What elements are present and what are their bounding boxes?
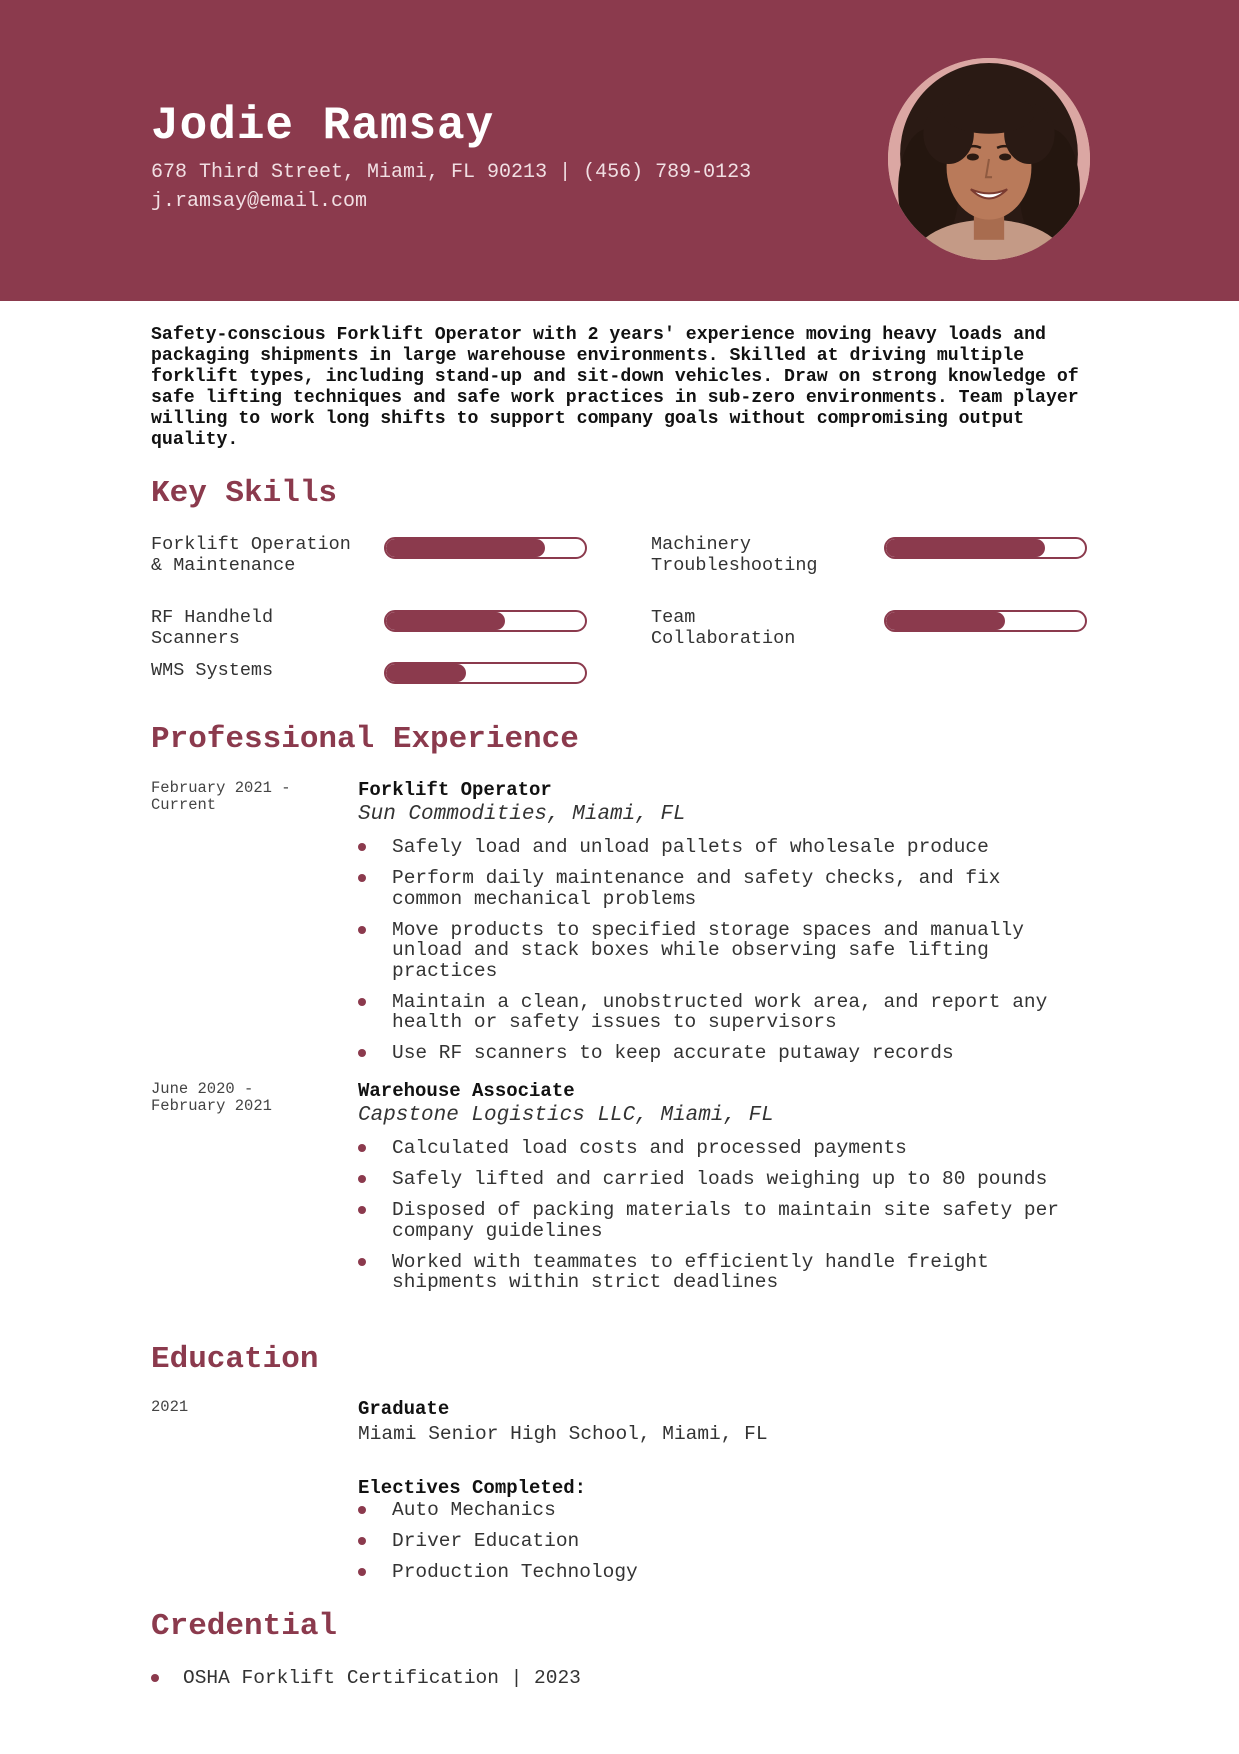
profile-photo-image [888, 58, 1090, 260]
skill-item [151, 661, 361, 682]
skill-level-bar [884, 537, 1087, 559]
skill-label: Machinery Troubleshooting [651, 534, 818, 576]
profile-photo [888, 58, 1090, 260]
skill-label: Forklift Operation & Maintenance [151, 534, 351, 576]
skill-item [651, 608, 831, 649]
list-item: Perform daily maintenance and safety checks, and fix common mechanical problems [358, 868, 1078, 909]
list-item: Maintain a clean, unobstructed work area, and report any health or safety issues to supervisors [358, 992, 1078, 1033]
credential-list [151, 1667, 581, 1689]
list-item: Production Technology [358, 1562, 1078, 1583]
credential-heading: Credential [151, 1609, 338, 1644]
list-item: Safely load and unload pallets of wholesale produce [358, 837, 1078, 858]
education-degree: Graduate [358, 1398, 450, 1420]
job-bullet-list [358, 837, 1078, 1074]
header-banner [0, 0, 1239, 301]
job-title: Forklift Operator [358, 779, 552, 801]
job-dates: June 2020 - February 2021 [151, 1080, 272, 1115]
skill-level-bar [384, 610, 587, 632]
address-phone: 678 Third Street, Miami, FL 90213 | (456) 789-0123 [151, 161, 752, 184]
skill-level-fill [386, 539, 545, 557]
skill-level-bar [884, 610, 1087, 632]
skill-label: RF Handheld Scanners [151, 607, 274, 649]
list-item: Disposed of packing materials to maintain site safety per company guidelines [358, 1200, 1078, 1241]
skill-item [151, 535, 361, 576]
skill-level-bar [384, 537, 587, 559]
job-dates: February 2021 - Current [151, 779, 291, 814]
skill-item [151, 608, 361, 649]
skill-label: Team Collaboration [651, 607, 796, 649]
job-title: Warehouse Associate [358, 1080, 575, 1102]
job-company: Sun Commodities, Miami, FL [358, 803, 686, 826]
list-item: Driver Education [358, 1531, 1078, 1552]
candidate-name: Jodie Ramsay [151, 100, 495, 152]
list-item: Safely lifted and carried loads weighing up to 80 pounds [358, 1169, 1078, 1190]
education-heading: Education [151, 1342, 319, 1377]
skill-level-fill [886, 612, 1005, 630]
job-company: Capstone Logistics LLC, Miami, FL [358, 1104, 774, 1127]
skill-level-fill [386, 664, 466, 682]
skill-level-fill [886, 539, 1045, 557]
list-item: OSHA Forklift Certification | 2023 [151, 1667, 581, 1689]
experience-heading: Professional Experience [151, 722, 579, 757]
list-item: Use RF scanners to keep accurate putaway records [358, 1043, 1078, 1064]
professional-summary: Safety-conscious Forklift Operator with 2 years' experience moving heavy loads and packaging shipments in large warehouse environments. Skilled at driving multiple forklift types, including stand-up and sit-down vehicles. Draw on strong knowledge of safe lifting techniques and safe work practices in sub-zero environments. Team player willing to work long shifts to support company goals without compromising output quality. [151, 325, 1079, 450]
key-skills-heading: Key Skills [151, 476, 338, 511]
electives-label: Electives Completed: [358, 1477, 587, 1499]
education-year: 2021 [151, 1398, 189, 1416]
skill-level-bar [384, 662, 587, 684]
email: j.ramsay@email.com [151, 190, 368, 213]
list-item: Calculated load costs and processed payments [358, 1138, 1078, 1159]
skill-level-fill [386, 612, 505, 630]
electives-list [358, 1500, 1078, 1593]
skill-label: WMS Systems [151, 660, 274, 681]
job-bullet-list [358, 1138, 1078, 1303]
education-school: Miami Senior High School, Miami, FL [358, 1423, 768, 1445]
skill-item [651, 535, 871, 576]
list-item: Move products to specified storage spaces and manually unload and stack boxes while observing safe lifting practices [358, 920, 1078, 982]
list-item: Auto Mechanics [358, 1500, 1078, 1521]
list-item: Worked with teammates to efficiently handle freight shipments within strict deadlines [358, 1252, 1078, 1293]
